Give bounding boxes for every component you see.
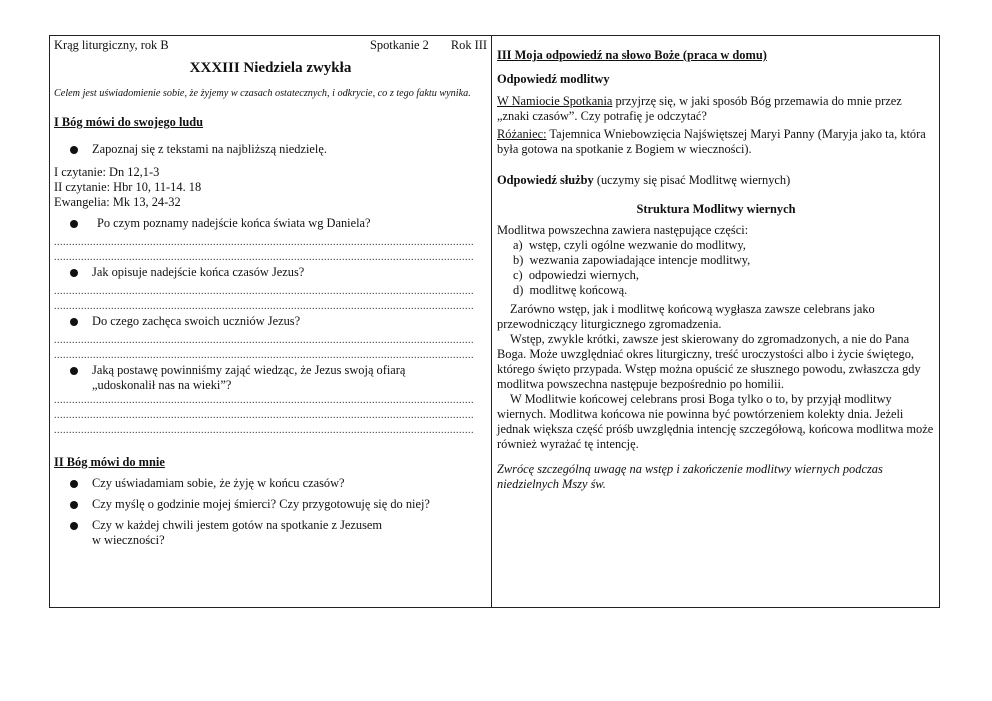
answer-line[interactable]: ............................................................................................................................................ [54,300,474,312]
paragraph-1: Zarówno wstęp, jak i modlitwę końcową wygłasza zawsze celebrans jako przewodniczący liturgicznego zgromadzenia. [497,302,875,331]
question-text: Czy w każdej chwili jestem gotów na spotkanie z Jezusem w wieczności? [92,517,383,547]
answer-line[interactable]: ............................................................................................................................................ [54,236,474,248]
paragraph-2: Wstęp, zwykle krótki, zawsze jest skierowany do zgromadzonych, a nie do Pana Boga. Może uwzględniać okres liturgiczny, treść uroczystości albo i życie świętego, którego święto przypada. Wstęp można opuścić ze słusznego powodu, zwłaszcza gdy modlitwa powszechna następuje bezpośrednio po homilii. [497,332,921,391]
rosary-label: Różaniec: [497,127,547,141]
left-column [50,36,492,607]
bullet-icon [70,367,78,375]
reading-1: I czytanie: Dn 12,1-3 [54,164,160,179]
question-text: Jaką postawę powinniśmy zająć wiedząc, że Jezus swoją ofiarą „udoskonalił nas na wieki”? [92,362,406,392]
section2-heading: II Bóg mówi do mnie [54,454,165,469]
list-item: a) wstęp, czyli ogólne wezwanie do modlitwy, [513,238,746,252]
reading-2: II czytanie: Hbr 10, 11-14. 18 [54,179,202,194]
tent-link: W Namiocie Spotkania [497,94,613,108]
question-text: Po czym poznamy nadejście końca świata wg Daniela? [97,215,371,230]
section3-heading: III Moja odpowiedź na słowo Boże (praca w domu) [497,48,767,62]
prayer-heading: Odpowiedź modlitwy [497,72,610,86]
service-heading: Odpowiedź służby [497,173,594,187]
liturgical-cycle: Krąg liturgiczny, rok B [54,38,169,52]
bullet-icon [70,501,78,509]
meeting-info [348,38,487,53]
bullet-icon [70,220,78,228]
answer-line[interactable]: ............................................................................................................................................ [54,334,474,346]
question-text: Jak opisuje nadejście końca czasów Jezus? [92,264,305,279]
service-paragraph: Odpowiedź służby (uczymy się pisać Modlitwę wiernych) [497,173,791,187]
closing-note: Zwrócę szczególną uwagę na wstęp i zakończenie modlitwy wiernych podczas niedzielnych Mszy św. [497,462,883,491]
rosary-paragraph: Różaniec: Tajemnica Wniebowzięcia Najświętszej Maryi Panny (Maryja jako ta, która była gotowa na spotkanie z Bogiem w wieczności). [497,127,926,156]
question-1 [54,216,487,231]
reflection-2 [54,497,487,512]
question-text: Do czego zachęca swoich uczniów Jezus? [92,313,301,328]
question-text: Czy uświadamiam sobie, że żyję w końcu czasów? [92,475,345,490]
structure-list [513,238,935,298]
gospel: Ewangelia: Mk 13, 24-32 [54,194,181,209]
bullet-icon [70,522,78,530]
list-item: c) odpowiedzi wiernych, [513,268,639,282]
meeting-number: Spotkanie 2 [370,38,429,52]
tent-paragraph: W Namiocie Spotkania przyjrzę się, w jaki sposób Bóg przemawia do mnie przez „znaki czasów”. Czy potrafię je odczytać? [497,94,902,123]
list-item: b) wezwania zapowiadające intencje modlitwy, [513,253,751,267]
question-4 [54,363,487,393]
aim-text: Celem jest uświadomienie sobie, że żyjemy w czasach ostatecznych, i odkrycie, co z tego faktu wynika. [54,88,471,99]
question-3 [54,314,487,329]
question-2 [54,265,487,280]
answer-line[interactable]: ............................................................................................................................................ [54,409,474,421]
list-item [54,142,487,157]
page-title: XXXIII Niedziela zwykła [189,60,352,76]
reflection-3 [54,518,487,548]
section1-heading: I Bóg mówi do swojego ludu [54,114,204,129]
right-column [492,36,939,607]
header-row [54,38,487,53]
question-text: Czy myślę o godzinie mojej śmierci? Czy przygotowuję się do niej? [92,496,430,511]
structure-title: Struktura Modlitwy wiernych [636,202,796,216]
answer-line[interactable]: ............................................................................................................................................ [54,251,474,263]
structure-intro: Modlitwa powszechna zawiera następujące części: [497,223,749,237]
paragraph-3: W Modlitwie końcowej celebrans prosi Boga tylko o to, by przyjął modlitwy wiernych. Modlitwa końcowa nie powinna być powtórzeniem kolekty dnia. Jeżeli jednak większa część próśb uwzględnia intencję szczegółową, końcowa modlitwa może również wyrażać tę intencję. [497,392,934,451]
answer-line[interactable]: ............................................................................................................................................ [54,349,474,361]
answer-line[interactable]: ............................................................................................................................................ [54,424,474,436]
worksheet-table [49,35,940,608]
bullet-text: Zapoznaj się z tekstami na najbliższą niedzielę. [92,141,327,156]
year-label: Rok III [450,38,487,52]
bullet-icon [70,146,78,154]
reflection-1 [54,476,487,491]
list-item: d) modlitwę końcową. [513,283,628,297]
bullet-icon [70,318,78,326]
bullet-icon [70,269,78,277]
answer-line[interactable]: ............................................................................................................................................ [54,285,474,297]
answer-line[interactable]: ............................................................................................................................................ [54,394,474,406]
bullet-icon [70,480,78,488]
